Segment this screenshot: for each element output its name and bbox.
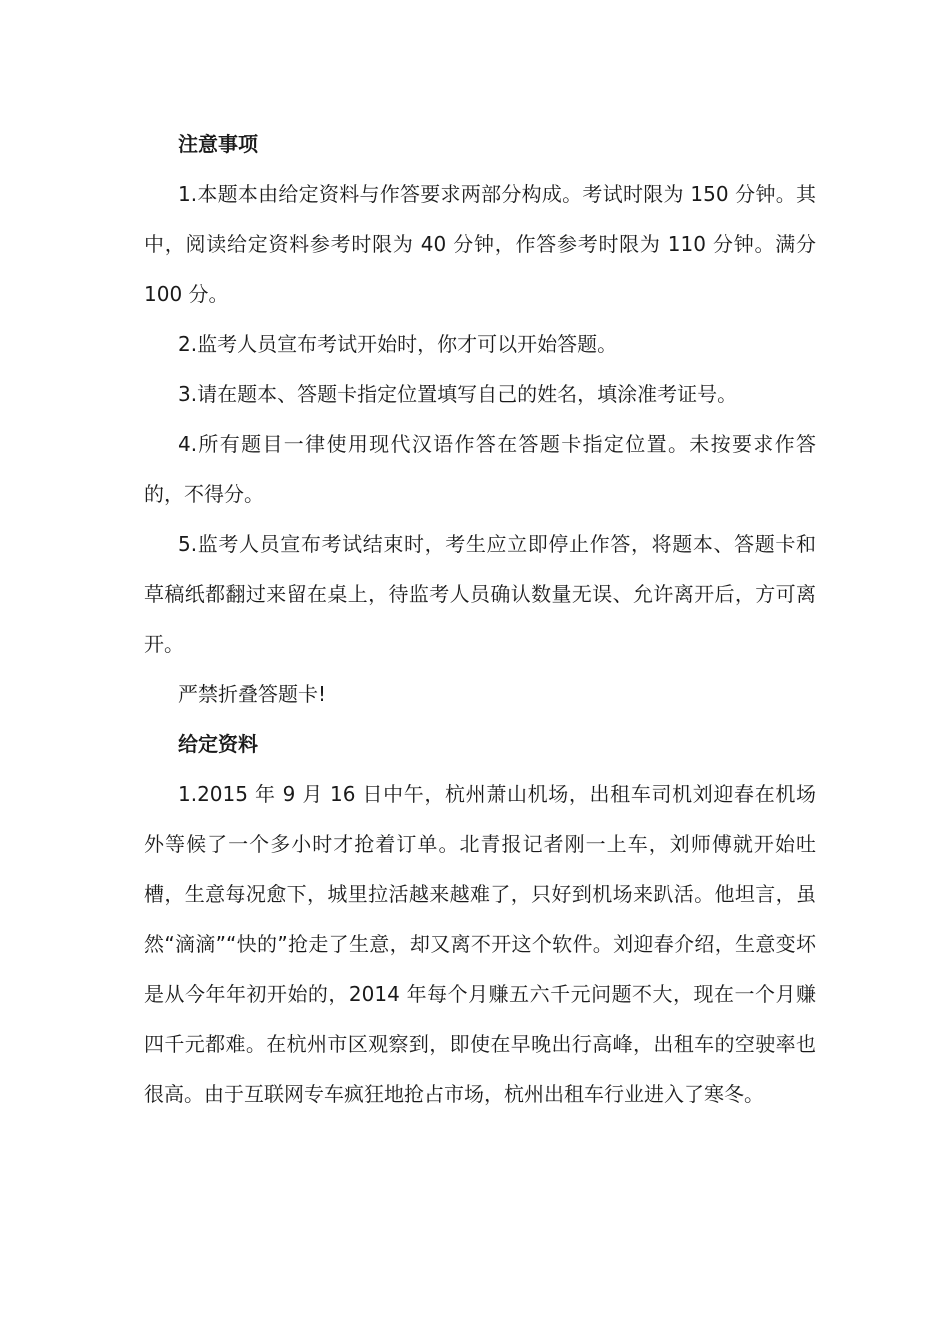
material-paragraph-1: 1.2015 年 9 月 16 日中午，杭州萧山机场，出租车司机刘迎春在机场外等候了一个多小时才抢着订单。北青报记者刚一上车，刘师傅就开始吐槽，生意每况愈下，城里拉活越来越难了，只好到机场来趴活。他坦言，虽然“滴滴”“快的”抢走了生意，却又离不开这个软件。刘迎春介绍，生意变坏是从今年年初开始的，2014 年每个月赚五六千元问题不大，现在一个月赚四千元都难。在杭州市区观察到，即使在早晚出行高峰，出租车的空驶率也很高。由于互联网专车疯狂地抢占市场，杭州出租车行业进入了寒冬。 xyxy=(144,782,816,1106)
notice-item-5: 5.监考人员宣布考试结束时，考生应立即停止作答，将题本、答题卡和草稿纸都翻过来留在桌上，待监考人员确认数量无误、允许离开后，方可离开。 xyxy=(144,532,816,656)
notice-item-3: 3.请在题本、答题卡指定位置填写自己的姓名，填涂准考证号。 xyxy=(178,382,738,406)
material-heading: 给定资料 xyxy=(178,732,258,756)
notice-item-4: 4.所有题目一律使用现代汉语作答在答题卡指定位置。未按要求作答的，不得分。 xyxy=(144,432,816,506)
notice-item-6: 严禁折叠答题卡! xyxy=(178,682,327,706)
notice-heading: 注意事项 xyxy=(178,132,258,156)
notice-item-1: 1.本题本由给定资料与作答要求两部分构成。考试时限为 150 分钟。其中，阅读给定资料参考时限为 40 分钟，作答参考时限为 110 分钟。满分 100 分。 xyxy=(144,182,816,306)
notice-item-2: 2.监考人员宣布考试开始时，你才可以开始答题。 xyxy=(178,332,618,356)
document-page xyxy=(144,130,816,1108)
